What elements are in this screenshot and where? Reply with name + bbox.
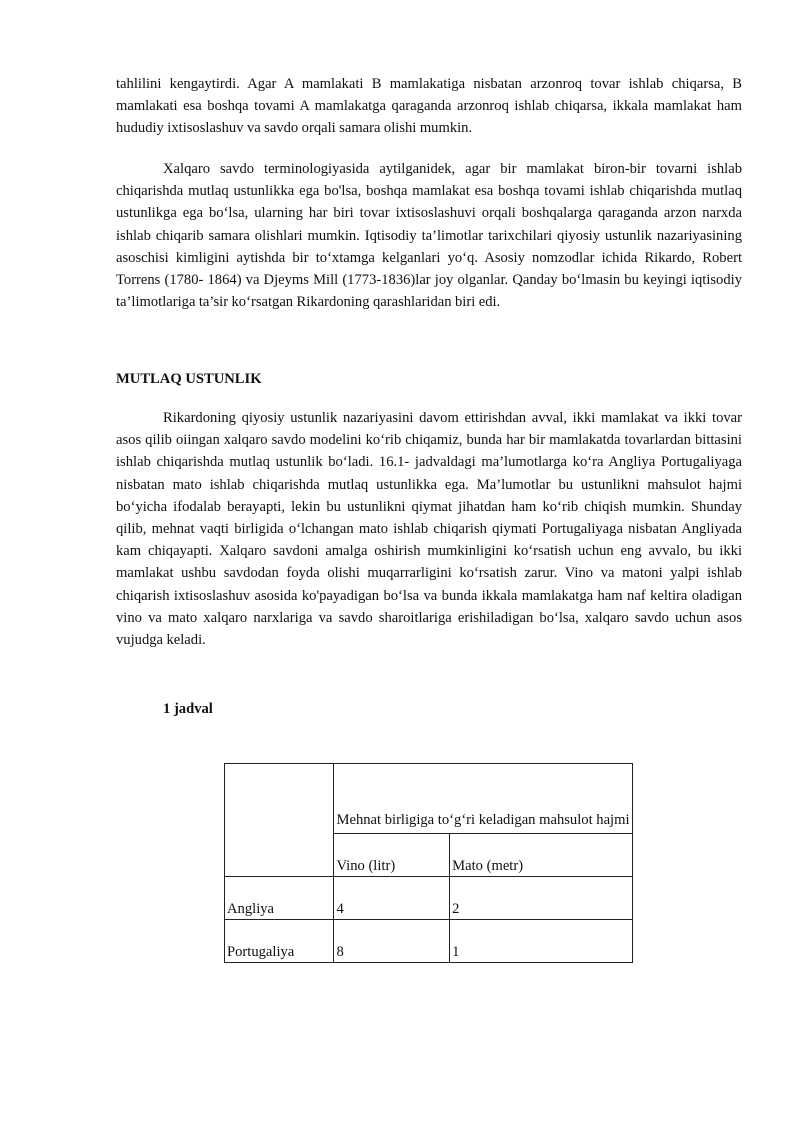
table-row: [225, 920, 633, 963]
paragraph-terminology: Xalqaro savdo terminologiyasida aytilganidek, agar bir mamlakat biron-bir tovarni ishlab chiqarishda mutlaq ustunlikka ega bo'lsa, boshqa mamlakat esa boshqa tovami ishlab chiqarishda mutlaq ustunlikga ega bo‘lsa, ularning har biri tovar ixtisoslashuvi orqali boshqalarga qaraganda arzon narxda ishlab chiqarib samara olishlari mumkin. Iqtisodiy ta’limotlar tarixchilari qiyosiy ustunlik nazariyasining asoschisi kimligini aytishda bir to‘xtamga kelganlari yo‘q. Asosiy nomzodlar ichida Rikardo, Robert Torrens (1780- 1864) va Djeyms Mill (1773-1836)lar joy olganlar. Qanday bo‘lmasin bu keyingi iqtisodiy ta’limotlariga ta’sir ko‘rsatgan Rikardoning qarashlaridan biri edi.: [116, 161, 742, 311]
section-heading: MUTLAQ USTUNLIK: [116, 371, 262, 387]
row-country-england: Angliya: [225, 877, 334, 920]
table-header-row: [225, 764, 633, 834]
cell-england-wine: 4: [334, 877, 450, 920]
table-subheader-row: [225, 834, 633, 877]
paragraph-model: Rikardoning qiyosiy ustunlik nazariyasini davom ettirishdan avval, ikki mamlakat va ikki tovar asos qilib oiingan xalqaro savdo modelini ko‘rib chiqamiz, bunda har bir mamlakatda tovarlardan bittasini ishlab chiqarishda mutlaq ustunlik bo‘ladi. 16.1- jadvaldagi ma’lumotlarga ko‘ra Angliya Portugaliyaga nisbatan mato ishlab chiqarishda mutlaq ustunlikka ega. Ma’lumotlar bu ustunlikni mahsulot hajmi bo‘yicha ifodalab berayapti, lekin bu ustunlikni qiymat jihatdan ham ko‘rib chiqish mumkin. Shunday qilib, mehnat vaqti birligida o‘lchangan mato ishlab chiqarish qiymati Portugaliyaga nisbatan Angliyada kam chiqayapti. Xalqaro savdoni amalga oshirish mumkinligini ko‘rsatish uchun eng avvalo, bu ikki mamlakat ushbu savdodan foyda olishi muqarrarligini ko‘rsatish zarur. Vino va matoni yalpi ishlab chiqarish ixtisoslashuv asosida ko'payadigan bo‘lsa va bunda ikkala mamlakatga ham naf keltira oladigan vino va mato xalqaro narxlariga va savdo sharoitlariga erishiladigan bo‘lsa, xalqaro savdo uchun asos vujudga keladi.: [116, 410, 742, 649]
table-corner-cell: [225, 764, 334, 834]
table-row: [225, 877, 633, 920]
production-table: [224, 763, 633, 963]
row-country-portugal: Portugaliya: [225, 920, 334, 963]
table-corner-cell-lower: [225, 834, 334, 877]
column-header-cloth: Mato (metr): [450, 834, 633, 877]
column-header-wine: Vino (litr): [334, 834, 450, 877]
paragraph-intro: tahlilini kengaytirdi. Agar A mamlakati B mamlakatiga nisbatan arzonroq tovar ishlab chiqarsa, B mamlakati esa boshqa tovami A mamlakatga qaraganda arzonroq ishlab chiqarsa, ikkala mamlakat ham hududiy ixtisoslashuv va savdo orqali samara olishi mumkin.: [116, 76, 742, 137]
cell-portugal-cloth: 1: [450, 920, 633, 963]
table-caption: 1 jadval: [163, 701, 213, 717]
table-group-header: Mehnat birligiga to‘g‘ri keladigan mahsulot hajmi: [334, 764, 633, 834]
cell-england-cloth: 2: [450, 877, 633, 920]
cell-portugal-wine: 8: [334, 920, 450, 963]
